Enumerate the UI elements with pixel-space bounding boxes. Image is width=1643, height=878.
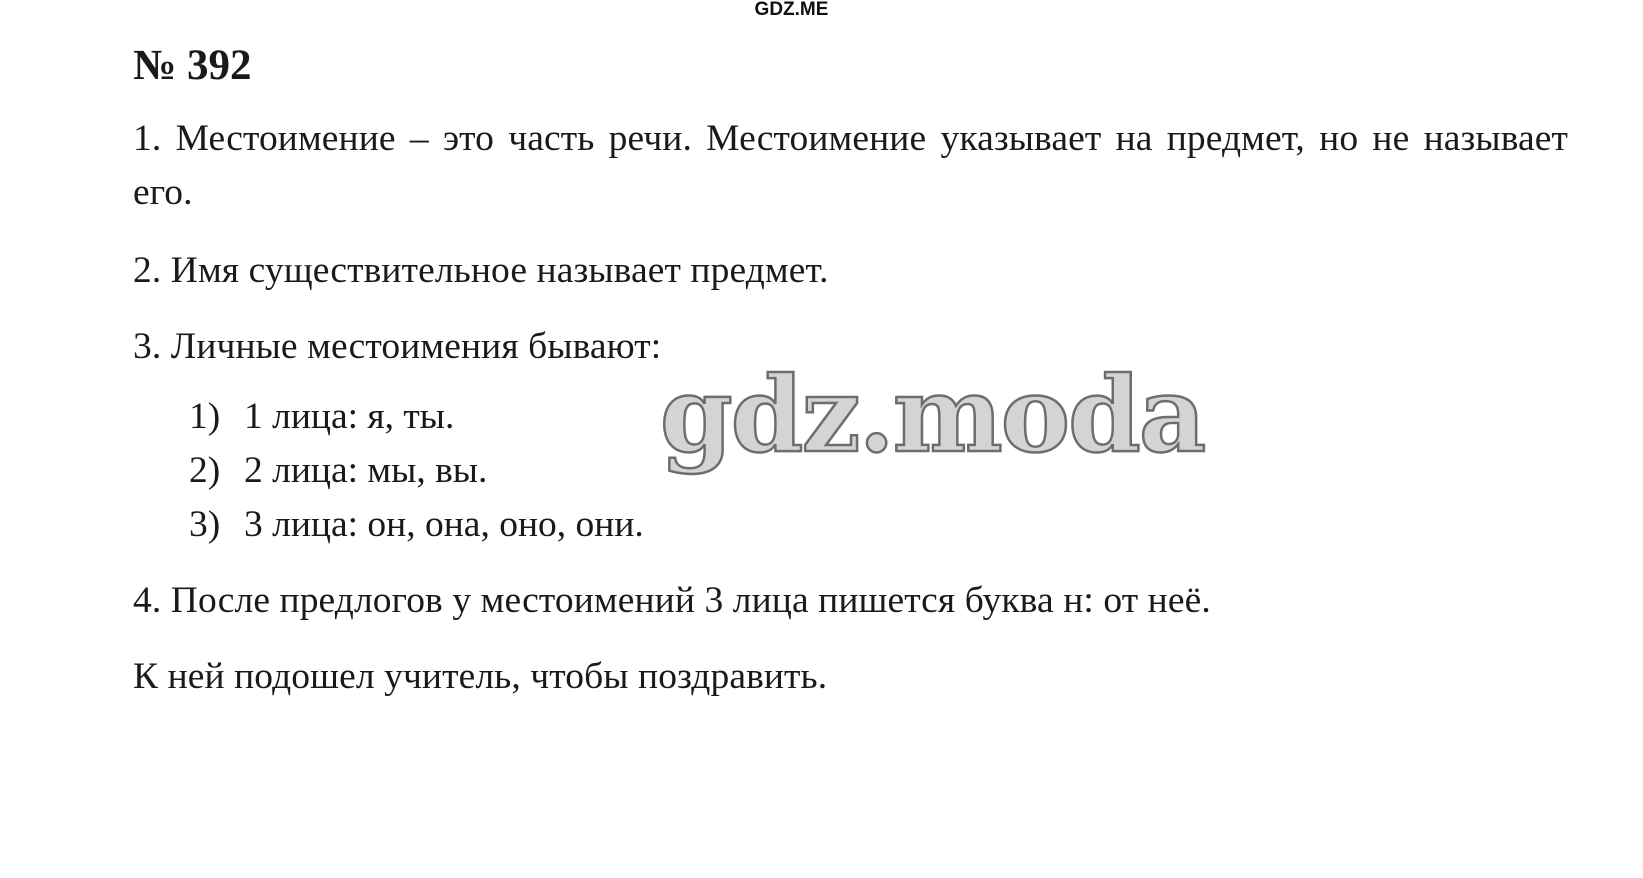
paragraph-1: 1. Местоимение – это часть речи. Местоимение указывает на предмет, но не называет его.	[133, 118, 1568, 213]
watermark-logo: gdz.moda	[660, 353, 1205, 476]
list-item-text: 3 лица: он, она, оно, они.	[244, 504, 644, 545]
document-page	[133, 42, 1568, 726]
list-item-text: 2 лица: мы, вы.	[244, 450, 488, 491]
list-item	[189, 390, 1568, 444]
paragraph-2: 2. Имя существительное называет предмет.	[133, 250, 829, 291]
list-item-text: 1 лица: я, ты.	[244, 396, 455, 437]
list-item	[189, 444, 1568, 498]
paragraph-4: 4. После предлогов у местоимений 3 лица пишется буква н: от неё.	[133, 580, 1211, 621]
list-marker: 2)	[189, 450, 221, 491]
paragraph-5: К ней подошел учитель, чтобы поздравить.	[133, 656, 828, 697]
task-number-heading: № 392	[133, 42, 252, 89]
pronoun-person-list	[133, 390, 1568, 552]
list-item	[189, 498, 1568, 552]
list-marker: 1)	[189, 396, 221, 437]
site-header: GDZ.ME	[754, 0, 829, 20]
list-marker: 3)	[189, 504, 221, 545]
paragraph-3: 3. Личные местоимения бывают:	[133, 326, 662, 367]
